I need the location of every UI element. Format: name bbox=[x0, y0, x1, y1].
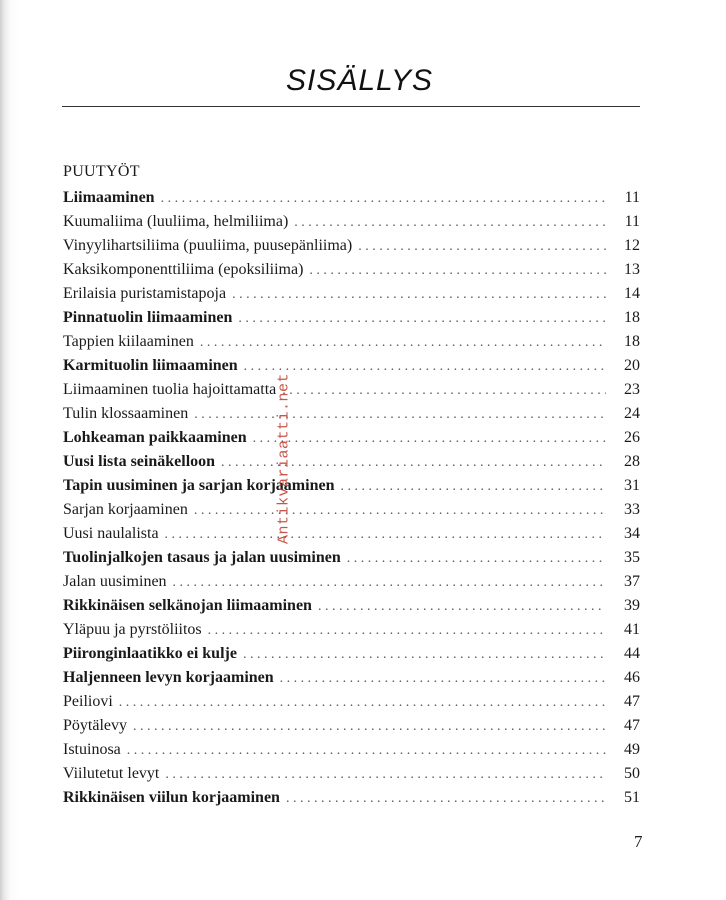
dot-leader bbox=[119, 691, 606, 715]
toc-entry-page: 44 bbox=[624, 645, 640, 662]
toc-entry-title: Tuolinjalkojen tasaus ja jalan uusiminen bbox=[63, 549, 341, 566]
toc-entry-page: 39 bbox=[624, 597, 640, 614]
toc-entry-page: 11 bbox=[624, 189, 640, 206]
dot-leader bbox=[133, 715, 606, 739]
toc-entry-title: Uusi lista seinäkelloon bbox=[63, 453, 216, 470]
toc-entry-title: Pöytälevy bbox=[63, 717, 127, 734]
toc-entry-title: Yläpuu ja pyrstöliitos bbox=[63, 621, 202, 638]
toc-entry bbox=[63, 426, 640, 450]
toc-entry bbox=[63, 618, 640, 642]
toc-entry bbox=[63, 498, 640, 522]
toc-entry bbox=[63, 306, 640, 330]
toc-entry bbox=[63, 738, 640, 762]
toc-entry-page: 24 bbox=[624, 405, 640, 422]
toc-entry-title: Vinyylihartsiliima (puuliima, puusepänliima) bbox=[63, 237, 353, 254]
toc-entry-page: 28 bbox=[624, 453, 640, 470]
dot-leader bbox=[294, 211, 606, 235]
dot-leader bbox=[232, 283, 606, 307]
toc-entry-title: Jalan uusiminen bbox=[63, 573, 167, 590]
toc-entry-page: 37 bbox=[624, 573, 640, 590]
toc-entry-title: Lohkeaman paikkaaminen bbox=[63, 429, 247, 446]
dot-leader bbox=[165, 523, 606, 547]
toc-entry-page: 49 bbox=[624, 741, 640, 758]
toc-entry-page: 46 bbox=[624, 669, 640, 686]
toc-entry-page: 31 bbox=[624, 477, 640, 494]
dot-leader bbox=[200, 331, 606, 355]
toc-entry-page: 33 bbox=[624, 501, 640, 518]
page-title: SISÄLLYS bbox=[286, 64, 433, 97]
toc-entry-title: Erilaisia puristamistapoja bbox=[63, 285, 227, 302]
toc-entry-title: Liimaaminen bbox=[63, 189, 155, 206]
dot-leader bbox=[165, 763, 606, 787]
toc-entry-title: Viilutetut levyt bbox=[63, 765, 160, 782]
dot-leader bbox=[309, 259, 606, 283]
toc-entry-title: Pinnatuolin liimaaminen bbox=[63, 309, 233, 326]
toc-entry-page: 26 bbox=[624, 429, 640, 446]
dot-leader bbox=[340, 475, 606, 499]
toc-entry bbox=[63, 570, 640, 594]
toc-entry bbox=[63, 234, 640, 258]
toc-entry-title: Haljenneen levyn korjaaminen bbox=[63, 669, 274, 686]
table-of-contents bbox=[63, 186, 640, 810]
toc-entry bbox=[63, 258, 640, 282]
toc-entry-title: Tapin uusiminen ja sarjan korjaaminen bbox=[63, 477, 335, 494]
toc-entry-page: 18 bbox=[624, 333, 640, 350]
dot-leader bbox=[194, 499, 606, 523]
toc-entry-title: Rikkinäisen selkänojan liimaaminen bbox=[63, 597, 312, 614]
dot-leader bbox=[282, 379, 606, 403]
toc-entry-title: Sarjan korjaaminen bbox=[63, 501, 188, 518]
toc-entry-title: Peiliovi bbox=[63, 693, 113, 710]
toc-entry-page: 11 bbox=[624, 213, 640, 230]
toc-entry-title: Piironginlaatikko ei kulje bbox=[63, 645, 237, 662]
toc-entry-title: Kaksikomponenttiliima (epoksiliima) bbox=[63, 261, 304, 278]
toc-entry-page: 14 bbox=[624, 285, 640, 302]
toc-entry bbox=[63, 450, 640, 474]
toc-entry-page: 47 bbox=[624, 717, 640, 734]
toc-entry bbox=[63, 642, 640, 666]
toc-entry-page: 13 bbox=[624, 261, 640, 278]
toc-entry bbox=[63, 546, 640, 570]
toc-entry-title: Uusi naulalista bbox=[63, 525, 159, 542]
toc-entry-page: 34 bbox=[624, 525, 640, 542]
toc-entry-page: 41 bbox=[624, 621, 640, 638]
toc-entry-page: 50 bbox=[624, 765, 640, 782]
toc-entry bbox=[63, 354, 640, 378]
toc-entry-title: Kuumaliima (luuliima, helmiliima) bbox=[63, 213, 289, 230]
dot-leader bbox=[358, 235, 606, 259]
title-rule bbox=[62, 106, 640, 107]
toc-entry-page: 18 bbox=[624, 309, 640, 326]
toc-entry-page: 35 bbox=[624, 549, 640, 566]
toc-entry bbox=[63, 186, 640, 210]
toc-entry bbox=[63, 402, 640, 426]
dot-leader bbox=[243, 643, 606, 667]
toc-entry-title: Liimaaminen tuolia hajoittamatta bbox=[63, 381, 277, 398]
toc-entry bbox=[63, 690, 640, 714]
toc-entry-page: 12 bbox=[624, 237, 640, 254]
toc-entry bbox=[63, 594, 640, 618]
toc-entry bbox=[63, 330, 640, 354]
toc-entry bbox=[63, 282, 640, 306]
dot-leader bbox=[238, 307, 606, 331]
page-number: 7 bbox=[634, 832, 643, 851]
toc-entry-title: Rikkinäisen viilun korjaaminen bbox=[63, 789, 280, 806]
dot-leader bbox=[161, 187, 606, 211]
toc-entry-title: Tappien kiilaaminen bbox=[63, 333, 194, 350]
toc-entry-title: Tulin klossaaminen bbox=[63, 405, 189, 422]
dot-leader bbox=[173, 571, 606, 595]
toc-entry bbox=[63, 210, 640, 234]
dot-leader bbox=[318, 595, 606, 619]
dot-leader bbox=[208, 619, 606, 643]
toc-entry bbox=[63, 786, 640, 810]
dot-leader bbox=[194, 403, 606, 427]
dot-leader bbox=[253, 427, 606, 451]
dot-leader bbox=[347, 547, 606, 571]
toc-entry bbox=[63, 522, 640, 546]
toc-entry-page: 47 bbox=[624, 693, 640, 710]
section-heading: PUUTYÖT bbox=[63, 163, 140, 180]
dot-leader bbox=[286, 787, 606, 811]
dot-leader bbox=[127, 739, 606, 763]
watermark: Antikvariaatti.net bbox=[275, 372, 293, 545]
toc-entry bbox=[63, 762, 640, 786]
toc-entry bbox=[63, 378, 640, 402]
dot-leader bbox=[280, 667, 606, 691]
dot-leader bbox=[244, 355, 606, 379]
toc-entry-page: 51 bbox=[624, 789, 640, 806]
toc-entry-title: Istuinosa bbox=[63, 741, 121, 758]
toc-entry-page: 20 bbox=[624, 357, 640, 374]
toc-entry-page: 23 bbox=[624, 381, 640, 398]
toc-entry-title: Karmituolin liimaaminen bbox=[63, 357, 238, 374]
toc-entry bbox=[63, 474, 640, 498]
toc-entry bbox=[63, 666, 640, 690]
toc-entry bbox=[63, 714, 640, 738]
